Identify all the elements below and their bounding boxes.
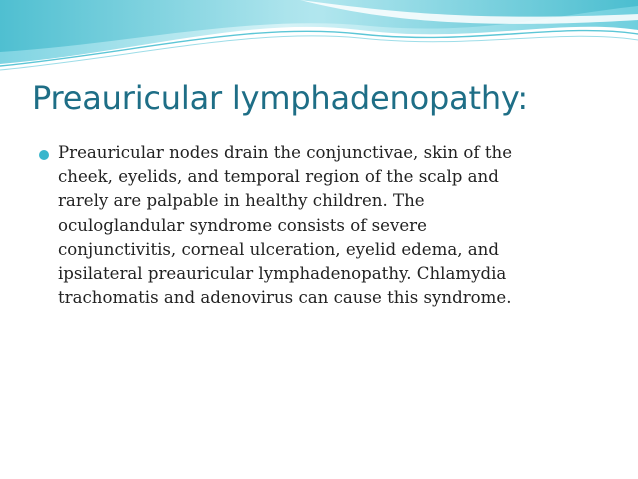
bullet-line: rarely are palpable in healthy children. The [58,191,425,211]
bullet-line: trachomatis and adenovirus can cause this syndrome. [58,288,512,308]
bullet-line: Preauricular nodes drain the conjunctivae, skin of the [58,143,513,162]
bullet-line: oculoglandular syndrome consists of severe [58,215,427,235]
bullet-text [58,141,604,310]
bullet-line: cheek, eyelids, and temporal region of the scalp and [58,167,499,187]
bullet-icon [39,150,49,160]
header-wave-decoration [0,0,638,80]
bullet-line: ipsilateral preauricular lymphadenopathy. Chlamydia [58,264,507,284]
bullet-item [36,141,604,310]
slide-title: Preauricular lymphadenopathy: [32,79,528,117]
bullet-list [36,141,604,310]
bullet-line: conjunctivitis, corneal ulceration, eyelid edema, and [58,239,499,259]
